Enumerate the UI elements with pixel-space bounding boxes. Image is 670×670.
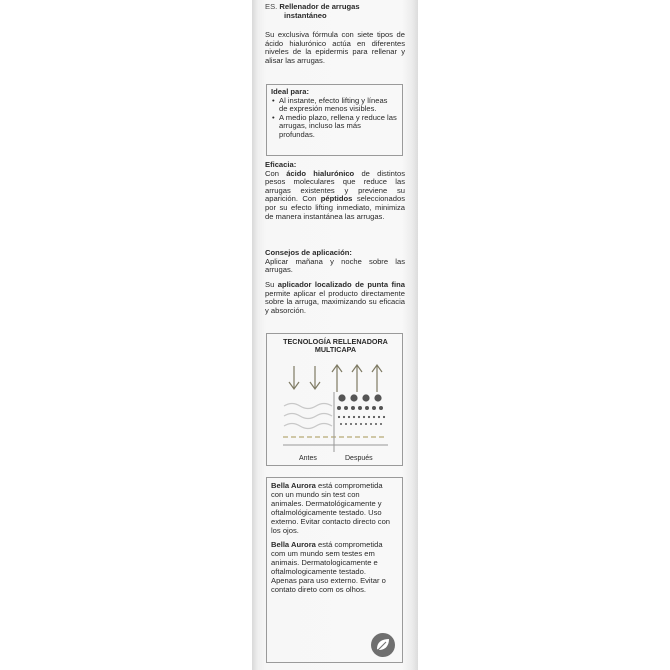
- aplicador-text: [265, 281, 405, 315]
- multilayer-diagram: [267, 358, 402, 458]
- legal-box: [266, 477, 403, 663]
- wave-layers: [284, 404, 332, 429]
- label-antes: Antes: [299, 455, 317, 462]
- up-arrows: [332, 365, 382, 392]
- title-line-1: Rellenador de arrugas: [279, 2, 360, 11]
- aplicador-text-c: permite aplicar el producto directamente sobre la arruga, maximizando su eficacia y absorción.: [265, 288, 405, 315]
- tech-title: [267, 338, 404, 355]
- ideal-list: [271, 97, 398, 140]
- language-code: ES.: [265, 2, 278, 11]
- legal-es: [271, 482, 391, 535]
- legal-pt-text: está comprometida com um mundo sem testes em animais. Dermatologicamente e oftalmologicamente testado. Apenas para uso externo. Evitar o contato direto com os olhos.: [271, 540, 386, 594]
- eficacia-text: de distintos pesos moleculares que reduce las arrugas existentes y previene su aparición. Con: [265, 168, 406, 204]
- eficacia-bold: péptidos: [320, 194, 353, 204]
- tech-title-line-2: MULTICAPA: [314, 345, 357, 355]
- consejos-text: Aplicar mañana y noche sobre las arrugas.: [265, 256, 405, 275]
- ideal-para-box: [266, 84, 403, 156]
- consejos-section: [265, 249, 405, 275]
- aplicador-bold: aplicador localizado de punta fina: [277, 280, 405, 289]
- legal-es-text: está comprometida con un mundo sin test con animales. Dermatológicamente y oftalmológicamente testado. Uso externo. Evitar contacto directo con los ojos.: [271, 481, 391, 535]
- brand-name: Bella Aurora: [271, 481, 316, 490]
- eficacia-heading: Eficacia:: [265, 160, 297, 169]
- label-despues: Después: [345, 455, 373, 462]
- small-dots: [338, 416, 385, 425]
- tech-diagram-box: [266, 333, 403, 466]
- eficacia-bold: ácido hialurónico: [286, 168, 355, 178]
- intro-text: Su exclusiva fórmula con siete tipos de ácido hialurónico actúa en diferentes niveles de la epidermis para rellenar y alisar las arrugas.: [265, 30, 405, 65]
- title-line-2: instantáneo: [284, 10, 327, 20]
- eficacia-text: seleccionados por su efecto lifting inmediato, minimiza de manera instantánea las arrugas.: [265, 194, 405, 221]
- down-arrows: [289, 366, 320, 389]
- aplicador-text-a: Su: [265, 280, 278, 289]
- large-dots: [338, 394, 381, 401]
- eficacia-text: Con: [265, 168, 287, 178]
- leaf-icon: [370, 632, 396, 658]
- ideal-heading: Ideal para:: [271, 87, 309, 96]
- product-title: [265, 3, 405, 20]
- list-item: • Al instante, efecto lifting y líneas de expresión menos visibles.: [279, 97, 398, 114]
- brand-name: Bella Aurora: [271, 540, 316, 550]
- medium-dots: [337, 406, 383, 410]
- eficacia-section: [265, 161, 405, 221]
- list-item: • A medio plazo, rellena y reduce las arrugas, incluso las más profundas.: [279, 114, 398, 140]
- legal-pt: [271, 541, 391, 594]
- consejos-heading: Consejos de aplicación:: [265, 248, 352, 257]
- tech-title-line-1: TECNOLOGÍA RELLENADORA: [283, 337, 388, 346]
